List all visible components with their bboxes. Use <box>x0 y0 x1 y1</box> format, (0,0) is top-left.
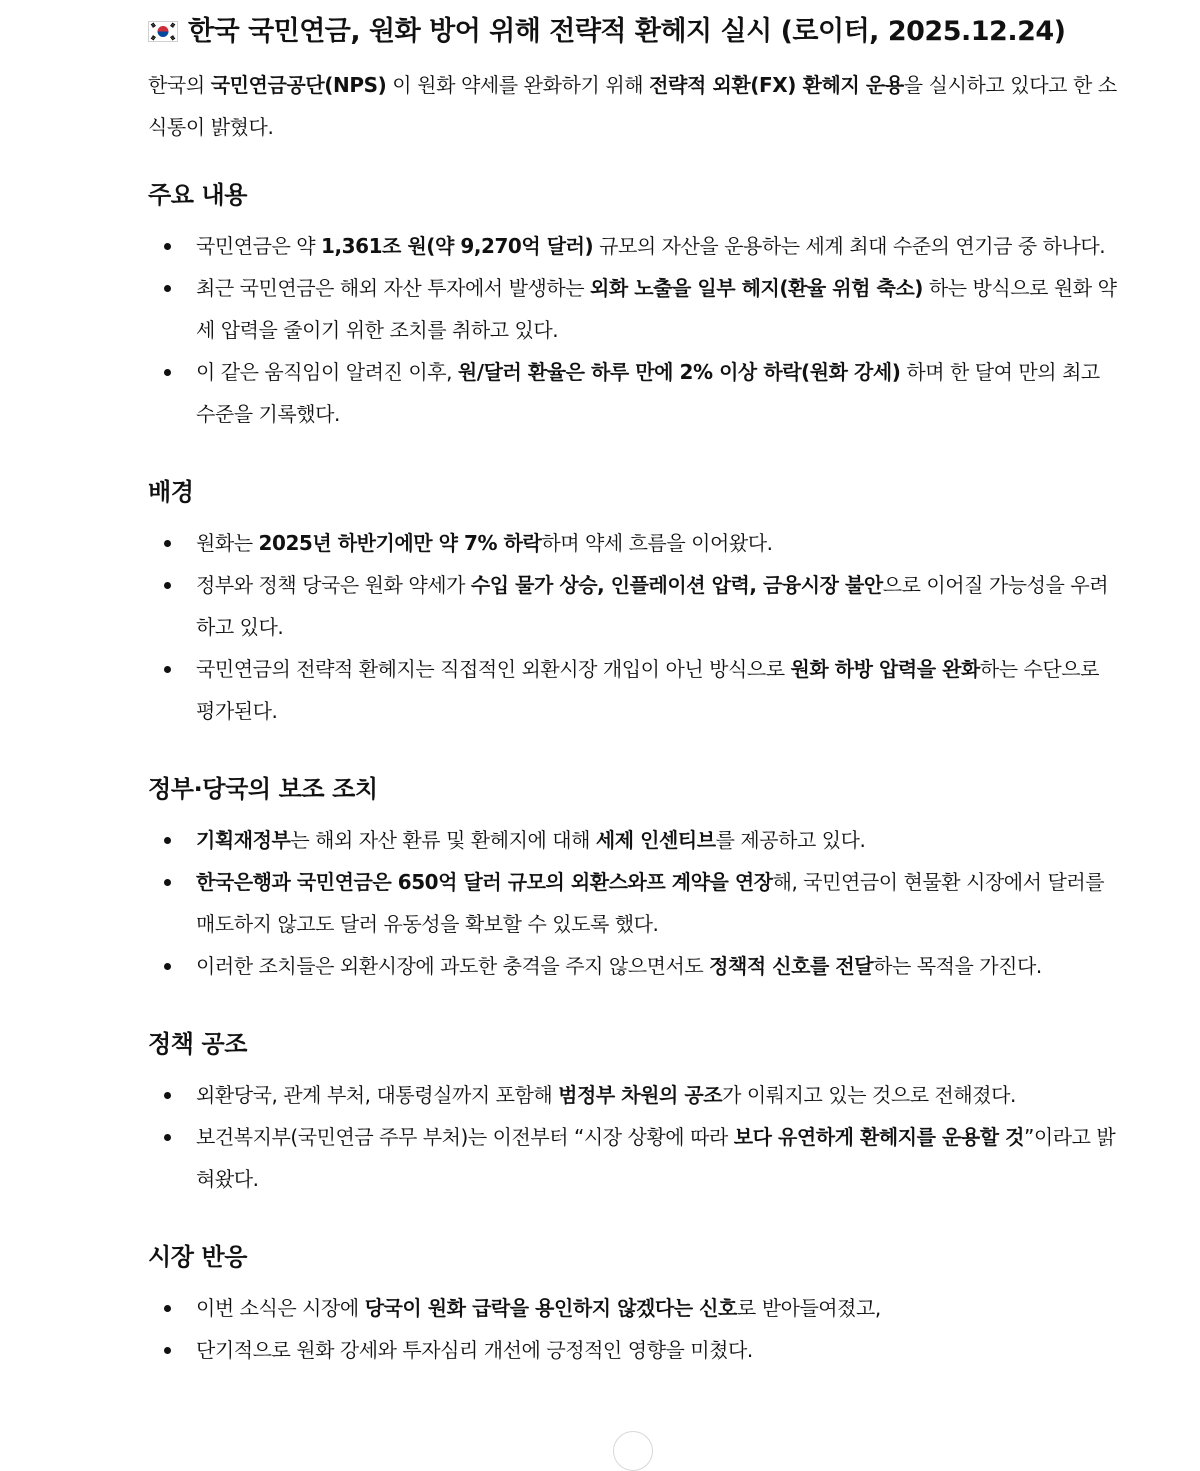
intro-text: 한국의 <box>148 73 211 97</box>
bullet-icon <box>164 1092 171 1099</box>
section-heading: 시장 반응 <box>148 1243 248 1271</box>
list-item <box>148 1116 1123 1200</box>
item-text: 단기적으로 원화 강세와 투자심리 개선에 긍정적인 영향을 미쳤다. <box>196 1338 753 1362</box>
section-heading: 주요 내용 <box>148 181 248 209</box>
item-text: 해, 국민연금이 현물환 시장에서 달러를 매도하지 않고도 달러 유동성을 확보할 수 있도록 했다. <box>196 870 1105 936</box>
item-text: 하며 약세 흐름을 이어왔다. <box>541 531 773 555</box>
item-emphasis: 2025년 하반기에만 약 7% 하락 <box>258 531 542 555</box>
item-text: 국민연금의 전략적 환헤지는 직접적인 외환시장 개입이 아닌 방식으로 <box>196 657 791 681</box>
item-emphasis: 수입 물가 상승, 인플레이션 압력, 금융시장 불안 <box>470 573 883 597</box>
item-text: 이 같은 움직임이 알려진 이후, <box>196 360 458 384</box>
list-item <box>148 819 1123 861</box>
bullet-list <box>148 1287 1123 1371</box>
section-policy-coordination <box>148 1027 1123 1200</box>
item-text: 정부와 정책 당국은 원화 약세가 <box>196 573 471 597</box>
item-text: 국민연금은 약 <box>196 234 322 258</box>
bullet-icon <box>164 666 171 673</box>
item-emphasis: 1,361조 원(약 9,270억 달러) <box>321 234 594 258</box>
article-title: 한국 국민연금, 원화 방어 위해 전략적 환헤지 실시 (로이터, 2025.12.24) <box>188 16 1066 47</box>
bullet-icon <box>164 963 171 970</box>
list-item <box>148 945 1123 987</box>
item-emphasis: 당국이 원화 급락을 용인하지 않겠다는 신호 <box>364 1296 737 1320</box>
article-title-row <box>148 0 1123 52</box>
intro-emphasis: 국민연금공단(NPS) <box>210 73 387 97</box>
section-supporting-measures <box>148 772 1123 987</box>
section-market-reaction <box>148 1240 1123 1371</box>
item-text: 최근 국민연금은 해외 자산 투자에서 발생하는 <box>196 276 590 300</box>
intro-emphasis: 전략적 외환(FX) 환헤지 운용 <box>649 73 904 97</box>
item-text: 하는 방식으로 원화 약세 압력을 줄이기 위한 조치를 취하고 있다. <box>196 276 1117 342</box>
bullet-icon <box>164 1134 171 1141</box>
item-emphasis: 외화 노출을 일부 헤지(환율 위험 축소) <box>589 276 923 300</box>
bullet-icon <box>164 369 171 376</box>
item-emphasis: 정책적 신호를 전달 <box>709 954 874 978</box>
item-text: 는 해외 자산 환류 및 환헤지에 대해 <box>290 828 596 852</box>
south-korea-flag-icon <box>148 21 178 42</box>
list-item <box>148 1329 1123 1371</box>
item-emphasis: 범정부 차원의 공조 <box>558 1083 723 1107</box>
item-text: 하며 한 달여 만의 최고 수준을 기록했다. <box>196 360 1100 426</box>
item-text: 이러한 조치들은 외환시장에 과도한 충격을 주지 않으면서도 <box>196 954 710 978</box>
item-text: 하는 수단으로 평가된다. <box>196 657 1100 723</box>
item-text: 으로 이어질 가능성을 우려하고 있다. <box>196 573 1109 639</box>
item-emphasis: 보다 유연하게 환헤지를 운용할 것 <box>733 1125 1024 1149</box>
item-text: ”이라고 밝혀왔다. <box>196 1125 1116 1191</box>
item-text: 하는 목적을 가진다. <box>873 954 1042 978</box>
section-heading: 정부·당국의 보조 조치 <box>148 775 378 803</box>
bullet-icon <box>164 243 171 250</box>
item-emphasis: 원화 하방 압력을 완화 <box>790 657 980 681</box>
section-background <box>148 475 1123 732</box>
list-item <box>148 351 1123 435</box>
item-text: 를 제공하고 있다. <box>715 828 866 852</box>
bullet-list <box>148 522 1123 732</box>
intro-paragraph <box>148 64 1123 148</box>
list-item <box>148 1287 1123 1329</box>
bullet-icon <box>164 1305 171 1312</box>
list-item <box>148 1074 1123 1116</box>
item-text: 이번 소식은 시장에 <box>196 1296 365 1320</box>
list-item <box>148 225 1123 267</box>
item-text: 규모의 자산을 운용하는 세계 최대 수준의 연기금 중 하나다. <box>593 234 1106 258</box>
section-key-points <box>148 178 1123 435</box>
bullet-list <box>148 225 1123 435</box>
list-item <box>148 522 1123 564</box>
bullet-icon <box>164 879 171 886</box>
list-item <box>148 861 1123 945</box>
bullet-icon <box>164 1347 171 1354</box>
item-text: 원화는 <box>196 531 259 555</box>
item-text: 보건복지부(국민연금 주무 부처)는 이전부터 “시장 상황에 따라 <box>196 1125 734 1149</box>
section-heading: 배경 <box>148 478 194 506</box>
article <box>148 0 1123 1371</box>
item-text: 가 이뤄지고 있는 것으로 전해졌다. <box>722 1083 1016 1107</box>
bullet-list <box>148 819 1123 987</box>
bullet-list <box>148 1074 1123 1200</box>
intro-text: 이 원화 약세를 완화하기 위해 <box>386 73 650 97</box>
bullet-icon <box>164 285 171 292</box>
bullet-icon <box>164 837 171 844</box>
item-emphasis: 원/달러 환율은 하루 만에 2% 이상 하락(원화 강세) <box>457 360 901 384</box>
scroll-down-button[interactable] <box>613 1431 653 1471</box>
bullet-icon <box>164 582 171 589</box>
list-item <box>148 648 1123 732</box>
list-item <box>148 564 1123 648</box>
item-text: 외환당국, 관계 부처, 대통령실까지 포함해 <box>196 1083 559 1107</box>
item-text: 로 받아들여졌고, <box>736 1296 881 1320</box>
item-emphasis: 한국은행과 국민연금은 650억 달러 규모의 외환스와프 계약을 연장 <box>196 870 773 894</box>
section-heading: 정책 공조 <box>148 1030 248 1058</box>
list-item <box>148 267 1123 351</box>
intro-text: 을 실시하고 있다고 한 소식통이 밝혔다. <box>148 73 1117 139</box>
item-emphasis: 기획재정부 <box>196 828 291 852</box>
item-emphasis: 세제 인센티브 <box>595 828 716 852</box>
bullet-icon <box>164 540 171 547</box>
